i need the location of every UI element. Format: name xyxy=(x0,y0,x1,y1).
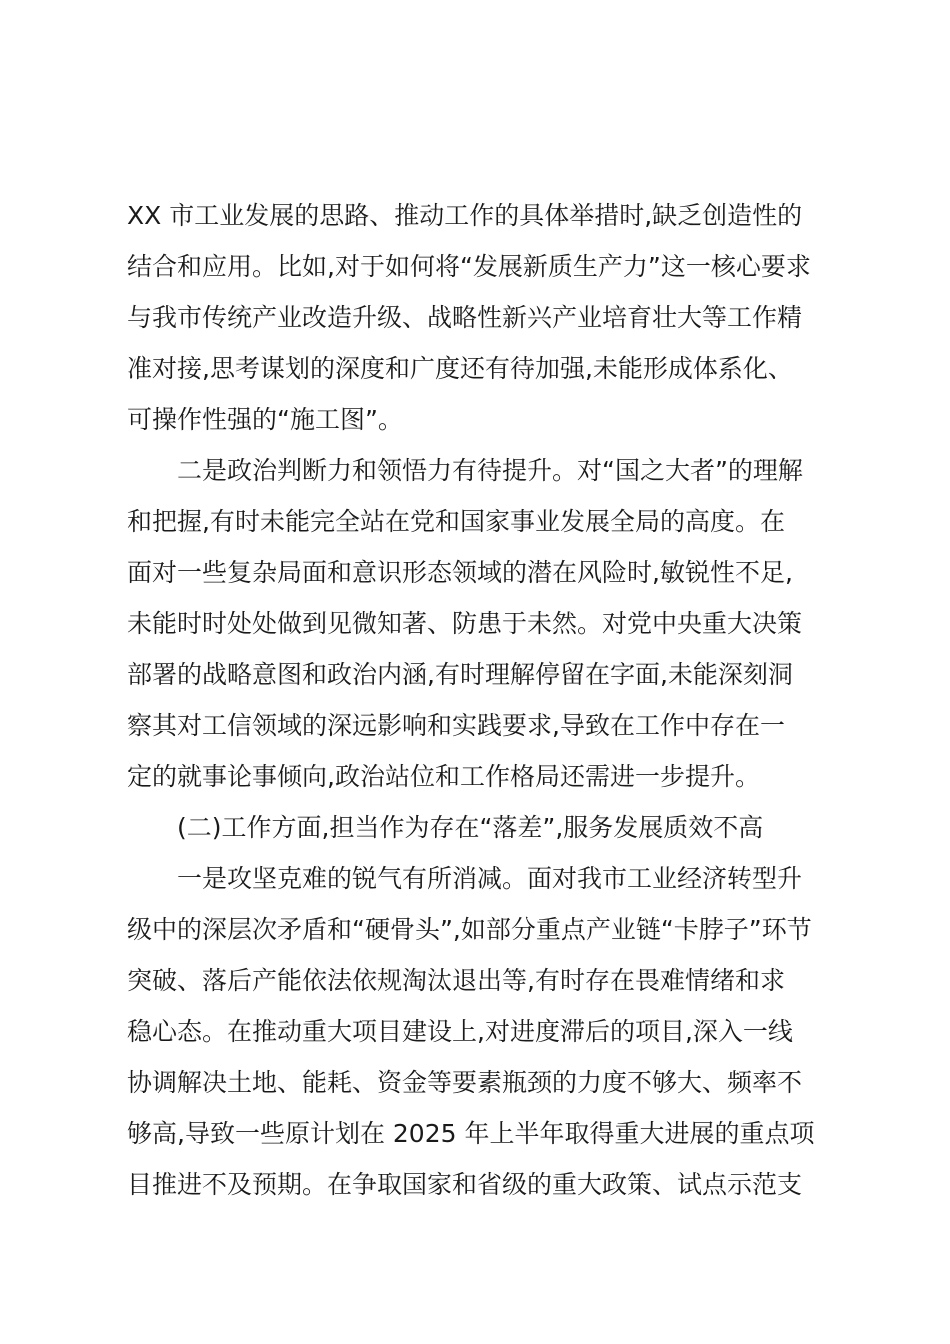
text-line: 可操作性强的“施工图”。 xyxy=(127,405,403,434)
text-line: 面对一些复杂局面和意识形态领域的潜在风险时,敏锐性不足, xyxy=(127,558,793,587)
heading-line: (二)工作方面,担当作为存在“落差”,服务发展质效不高 xyxy=(177,813,764,842)
text-line: XX 市工业发展的思路、推动工作的具体举措时,缺乏创造性的 xyxy=(127,201,803,230)
text-line: 二是政治判断力和领悟力有待提升。对“国之大者”的理解 xyxy=(177,456,803,485)
text-line: 与我市传统产业改造升级、战略性新兴产业培育壮大等工作精 xyxy=(127,303,803,332)
text-line: 级中的深层次矛盾和“硬骨头”,如部分重点产业链“卡脖子”环节 xyxy=(127,915,812,944)
text-line: 定的就事论事倾向,政治站位和工作格局还需进一步提升。 xyxy=(127,762,760,791)
paragraph-tackling-difficulties xyxy=(127,853,827,1210)
paragraph-political-judgment xyxy=(127,445,827,802)
section-heading xyxy=(127,802,827,853)
text-line: 部署的战略意图和政治内涵,有时理解停留在字面,未能深刻洞 xyxy=(127,660,793,689)
text-line: 协调解决土地、能耗、资金等要素瓶颈的力度不够大、频率不 xyxy=(127,1068,803,1097)
text-line: 察其对工信领域的深远影响和实践要求,导致在工作中存在一 xyxy=(127,711,785,740)
text-line: 够高,导致一些原计划在 2025 年上半年取得重大进展的重点项 xyxy=(127,1119,815,1148)
paragraph-continuation xyxy=(127,190,827,445)
text-line: 结合和应用。比如,对于如何将“发展新质生产力”这一核心要求 xyxy=(127,252,811,281)
text-line: 未能时时处处做到见微知著、防患于未然。对党中央重大决策 xyxy=(127,609,803,638)
text-line: 一是攻坚克难的锐气有所消减。面对我市工业经济转型升 xyxy=(177,864,803,893)
document-body xyxy=(127,190,827,1210)
text-line: 和把握,有时未能完全站在党和国家事业发展全局的高度。在 xyxy=(127,507,785,536)
text-line: 稳心态。在推动重大项目建设上,对进度滞后的项目,深入一线 xyxy=(127,1017,793,1046)
text-line: 目推进不及预期。在争取国家和省级的重大政策、试点示范支 xyxy=(127,1170,803,1199)
text-line: 突破、落后产能依法依规淘汰退出等,有时存在畏难情绪和求 xyxy=(127,966,785,995)
text-line: 准对接,思考谋划的深度和广度还有待加强,未能形成体系化、 xyxy=(127,354,793,383)
